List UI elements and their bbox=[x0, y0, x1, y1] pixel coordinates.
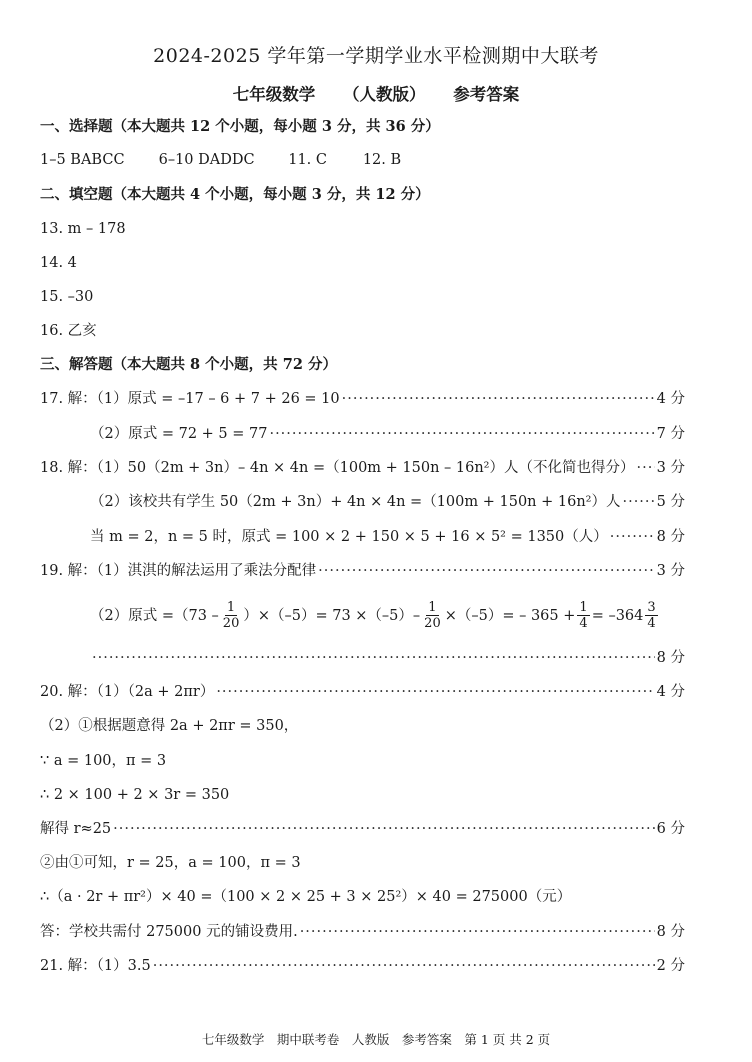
fraction-denominator: 4 bbox=[647, 616, 656, 631]
q20-answer-text: 答：学校共需付 275000 元的铺设费用. bbox=[40, 924, 298, 940]
q20-calc: ∴（a · 2r + πr²）× 40 =（100 × 2 × 25 + 3 × 25²）× 40 = 275000（元） bbox=[40, 889, 572, 905]
fraction-numerator: 1 bbox=[226, 600, 236, 615]
fraction-numerator: 3 bbox=[647, 600, 656, 615]
answer-11: 11. C bbox=[288, 152, 327, 168]
q18-part3-score: 8 分 bbox=[656, 529, 685, 545]
q19-part2-a: （2）原式 =（73 – bbox=[90, 607, 219, 624]
document-subtitle bbox=[0, 84, 752, 106]
leader-dots bbox=[610, 527, 655, 547]
q20-answer-score: 8 分 bbox=[656, 924, 685, 940]
q21-part1-score: 2 分 bbox=[656, 958, 685, 974]
leader-dots bbox=[622, 492, 654, 512]
leader-dots bbox=[269, 424, 654, 444]
q20-part1-score: 4 分 bbox=[656, 684, 685, 700]
q17-part1-score: 4 分 bbox=[656, 391, 685, 407]
q18-part1-score: 3 分 bbox=[656, 460, 685, 476]
leader-dots bbox=[216, 682, 654, 702]
fraction bbox=[645, 600, 657, 631]
fraction-denominator: 20 bbox=[424, 616, 441, 631]
answer-13: 13. m – 178 bbox=[40, 221, 126, 237]
leader-dots bbox=[113, 819, 655, 839]
q18-part2-text: （2）该校共有学生 50（2m + 3n）+ 4n × 4n =（100m + 150n + 16n²）人 bbox=[90, 494, 621, 510]
section3-heading: 三、解答题（本大题共 8 个小题，共 72 分） bbox=[40, 356, 337, 373]
q18-part1 bbox=[40, 458, 685, 478]
q17-part1 bbox=[40, 389, 685, 409]
q20-solve bbox=[40, 819, 685, 839]
leader-dots bbox=[318, 561, 655, 581]
q17-part2 bbox=[90, 424, 685, 444]
q17-part2-text: （2）原式 = 72 + 5 = 77 bbox=[90, 426, 268, 442]
answer-1-5: 1–5 BABCC bbox=[40, 152, 125, 168]
subtitle-edition: （人教版） bbox=[343, 85, 426, 104]
q20-solve-text: 解得 r≈25 bbox=[40, 821, 112, 837]
q20-answer bbox=[40, 922, 685, 942]
answer-16: 16. 乙亥 bbox=[40, 323, 97, 339]
leader-dots bbox=[637, 458, 655, 478]
document-title: 2024-2025 学年第一学期学业水平检测期中大联考 bbox=[153, 45, 599, 67]
q17-part2-score: 7 分 bbox=[656, 426, 685, 442]
section1-heading: 一、选择题（本大题共 12 个小题，每小题 3 分，共 36 分） bbox=[40, 118, 440, 135]
fraction-numerator: 1 bbox=[579, 600, 588, 615]
q19-part2 bbox=[90, 600, 690, 631]
q18-part1-text: 18. 解：（1）50（2m + 3n）– 4n × 4n =（100m + 150n – 16n²）人（不化简也得分） bbox=[40, 460, 635, 476]
answer-12: 12. B bbox=[362, 152, 402, 168]
answer-14: 14. 4 bbox=[40, 255, 77, 271]
q17-part1-text: 17. 解：（1）原式 = –17 – 6 + 7 + 26 = 10 bbox=[40, 391, 340, 407]
leader-dots bbox=[300, 922, 655, 942]
leader-dots bbox=[342, 389, 655, 409]
q21-part1-text: 21. 解：（1）3.5 bbox=[40, 958, 151, 974]
page-footer: 七年级数学 期中联考卷 人教版 参考答案 第 1 页 共 2 页 bbox=[201, 1032, 551, 1047]
q20-part2b: ②由①可知，r = 25，a = 100，π = 3 bbox=[40, 855, 301, 871]
q19-part2-d: = –364 bbox=[591, 607, 644, 624]
q19-part1 bbox=[40, 561, 685, 581]
leader-dots bbox=[153, 956, 655, 976]
q19-part2-c: ×（–5）= – 365 + bbox=[444, 607, 576, 624]
q19-part2-score: 8 分 bbox=[656, 650, 685, 666]
q19-part1-score: 3 分 bbox=[656, 563, 685, 579]
subtitle-label: 参考答案 bbox=[453, 85, 520, 104]
q18-part2-score: 5 分 bbox=[656, 494, 685, 510]
fraction-denominator: 4 bbox=[579, 616, 588, 631]
q19-part1-text: 19. 解：（1）淇淇的解法运用了乘法分配律 bbox=[40, 563, 317, 579]
q19-part2-b: ）×（–5）= 73 ×（–5）– bbox=[243, 607, 421, 624]
fraction-numerator: 1 bbox=[428, 600, 437, 615]
leader-dots bbox=[92, 648, 655, 668]
q21-part1 bbox=[40, 956, 685, 976]
fraction bbox=[221, 600, 242, 631]
q19-part2-score-row bbox=[90, 648, 685, 668]
q20-given: ∵ a = 100，π = 3 bbox=[40, 753, 167, 769]
section1-answers bbox=[40, 150, 752, 170]
answer-6-10: 6–10 DADDC bbox=[158, 152, 255, 168]
answer-15: 15. –30 bbox=[40, 289, 94, 305]
q20-part1-text: 20. 解：（1）（2a + 2πr） bbox=[40, 684, 215, 700]
q20-part1 bbox=[40, 682, 685, 702]
q20-therefore: ∴ 2 × 100 + 2 × 3r = 350 bbox=[40, 787, 230, 803]
q20-solve-score: 6 分 bbox=[656, 821, 685, 837]
subtitle-grade: 七年级数学 bbox=[232, 85, 316, 104]
q20-part2: （2）①根据题意得 2a + 2πr = 350， bbox=[40, 718, 299, 734]
fraction-denominator: 20 bbox=[222, 616, 240, 631]
fraction bbox=[577, 600, 589, 631]
q18-part2 bbox=[90, 492, 685, 512]
section2-heading: 二、填空题（本大题共 4 个小题，每小题 3 分，共 12 分） bbox=[40, 186, 430, 203]
q18-part3-text: 当 m = 2，n = 5 时，原式 = 100 × 2 + 150 × 5 + 16 × 5² = 1350（人） bbox=[90, 529, 608, 545]
fraction bbox=[422, 600, 443, 631]
q18-part3 bbox=[90, 527, 685, 547]
